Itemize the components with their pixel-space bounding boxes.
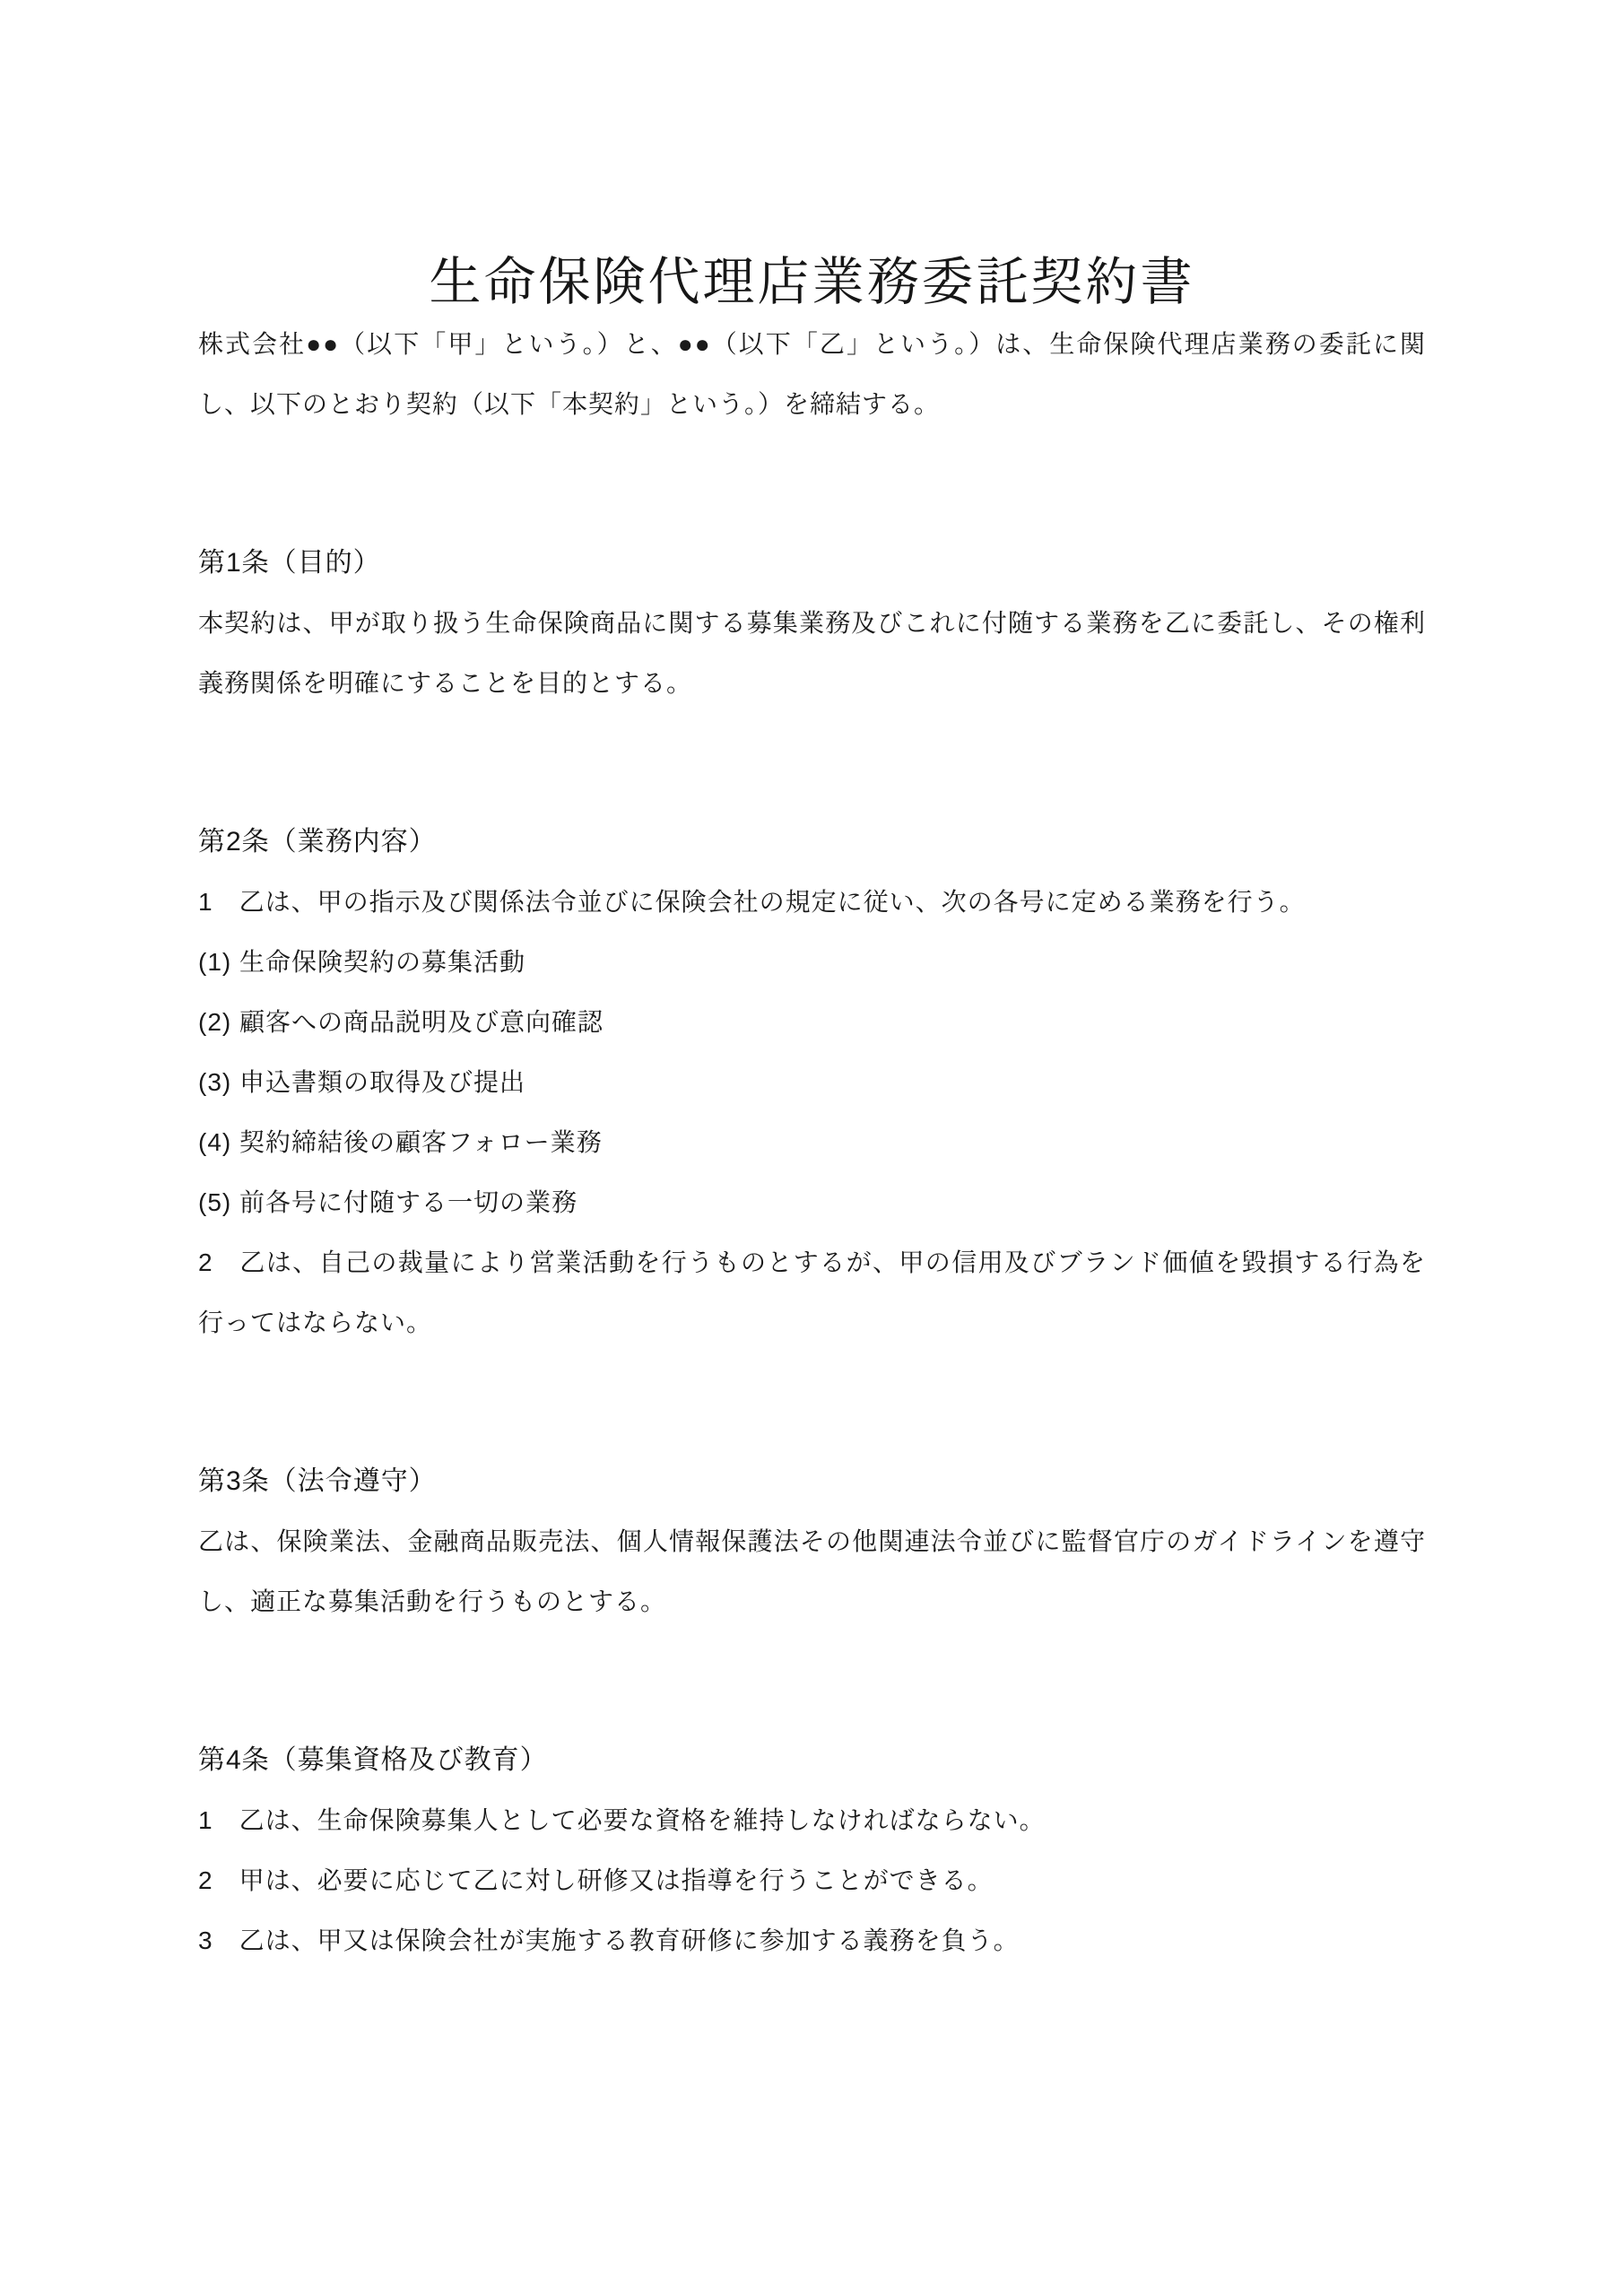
article-1-heading: 第1条（目的） bbox=[198, 548, 381, 578]
article-4-clause-2: 2 甲は、必要に応じて乙に対し研修又は指導を行うことができる。 bbox=[198, 1866, 994, 1894]
article-2-item-2: (2) 顧客への商品説明及び意向確認 bbox=[198, 1008, 604, 1036]
article-2-clause-2: 2 乙は、自己の裁量により営業活動を行うものとするが、甲の信用及びブランド価値を毀損する行為を行ってはならない。 bbox=[198, 1248, 1426, 1336]
article-2-item-5: (5) 前各号に付随する一切の業務 bbox=[198, 1188, 578, 1216]
article-4-clause-3: 3 乙は、甲又は保険会社が実施する教育研修に参加する義務を負う。 bbox=[198, 1926, 1020, 1954]
article-4-clause-1: 1 乙は、生命保険募集人として必要な資格を維持しなければならない。 bbox=[198, 1806, 1046, 1834]
document-title: 生命保険代理店業務委託契約書 bbox=[429, 253, 1195, 311]
article-3-heading: 第3条（法令遵守） bbox=[198, 1466, 437, 1496]
article-2-item-1: (1) 生命保険契約の募集活動 bbox=[198, 948, 526, 976]
article-3-paragraph: 乙は、保険業法、金融商品販売法、個人情報保護法その他関連法令並びに監督官庁のガイドラインを遵守し、適正な募集活動を行うものとする。 bbox=[198, 1527, 1426, 1615]
article-2-clause-1: 1 乙は、甲の指示及び関係法令並びに保険会社の規定に従い、次の各号に定める業務を行う。 bbox=[198, 888, 1306, 916]
section-article-4 bbox=[198, 1730, 1426, 1970]
article-1-paragraph: 本契約は、甲が取り扱う生命保険商品に関する募集業務及びこれに付随する業務を乙に委託し、その権利義務関係を明確にすることを目的とする。 bbox=[198, 609, 1426, 697]
article-2-item-3: (3) 申込書類の取得及び提出 bbox=[198, 1068, 526, 1096]
section-article-1 bbox=[198, 533, 1426, 713]
article-2-item-4: (4) 契約締結後の顧客フォロー業務 bbox=[198, 1128, 603, 1156]
section-article-3 bbox=[198, 1451, 1426, 1631]
article-2-heading: 第2条（業務内容） bbox=[198, 827, 437, 857]
article-4-heading: 第4条（募集資格及び教育） bbox=[198, 1745, 548, 1775]
section-article-2 bbox=[198, 812, 1426, 1352]
intro-paragraph: 株式会社●●（以下「甲」という。）と、●●（以下「乙」という。）は、生命保険代理店業務の委託に関し、以下のとおり契約（以下「本契約」という。）を締結する。 bbox=[198, 330, 1426, 418]
